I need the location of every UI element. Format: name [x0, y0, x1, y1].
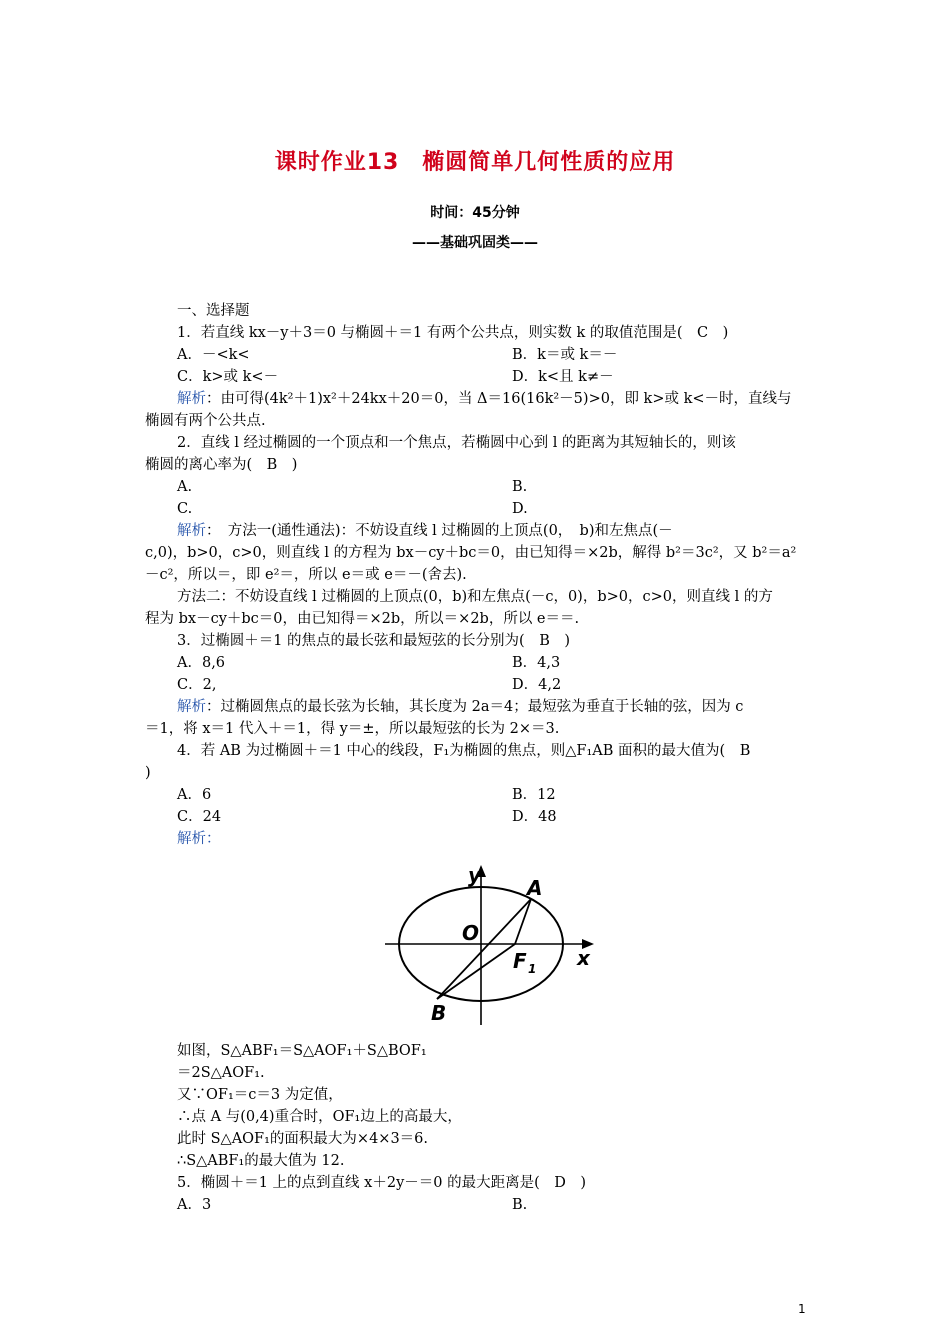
q3-analysis-label: 解析 — [177, 699, 206, 715]
q2-analysis-line-5: 程为 bx－cy＋bc＝0，由已知得＝×2b，所以＝×2b，所以 e＝＝. — [145, 611, 580, 627]
q2-option-a: A. — [177, 479, 193, 495]
q1-options-row-1 — [145, 344, 810, 366]
q4-options-row-2 — [145, 806, 810, 828]
q1-analysis-line-2: 椭圆有两个公共点. — [145, 413, 266, 429]
q4-option-d: D．48 — [512, 809, 557, 825]
q2-stem-line-1: 2．直线 l 经过椭圆的一个顶点和一个焦点，若椭圆中心到 l 的距离为其短轴长的，则该 — [177, 435, 736, 451]
q1-analysis-label: 解析 — [177, 391, 206, 407]
q4-analysis-label: 解析： — [177, 831, 221, 847]
page-title: 课时作业13 椭圆简单几何性质的应用 — [274, 150, 676, 175]
part-heading: 一、选择题 — [177, 303, 250, 319]
q2-analysis-label: 解析 — [177, 523, 206, 539]
q4-option-a: A．6 — [177, 787, 212, 803]
q4-option-b: B．12 — [512, 787, 556, 803]
q4-solution-line-1: 如图，S△ABF₁＝S△AOF₁＋S△BOF₁ — [177, 1043, 427, 1059]
page-number: 1 — [798, 1302, 806, 1316]
segment-bf1 — [437, 944, 515, 999]
q2-stem-line-2: 椭圆的离心率为( B ) — [145, 457, 298, 473]
q4-stem-line-1: 4．若 AB 为过椭圆＋＝1 中心的线段，F₁为椭圆的焦点，则△F₁AB 面积的最大值为( B — [177, 743, 751, 759]
y-axis-label: y — [468, 863, 482, 887]
q4-solution-line-2: ＝2S△AOF₁. — [177, 1065, 265, 1081]
q5-stem: 5．椭圆＋＝1 上的点到直线 x＋2y－＝0 的最大距离是( D ) — [177, 1175, 587, 1191]
focus-subscript: 1 — [528, 962, 537, 976]
q1-analysis-text: ：由可得(4k²＋1)x²＋24kx＋20＝0，当 Δ＝16(16k²－5)>0，即 k>或 k<－时，直线与 — [206, 391, 792, 407]
q4-solution-line-4: ∴点 A 与(0,4)重合时，OF₁边上的高最大， — [177, 1109, 462, 1125]
origin-label: O — [462, 921, 480, 945]
q2-option-c: C. — [177, 501, 193, 517]
q2-analysis-line-1 — [145, 520, 810, 542]
q5-options-row-1 — [145, 1194, 810, 1216]
q2-options-row-1 — [145, 476, 810, 498]
point-b-label: B — [431, 1001, 447, 1025]
point-a-label: A — [527, 876, 543, 900]
q4-options-row-1 — [145, 784, 810, 806]
q1-options-row-2 — [145, 366, 810, 388]
q4-solution-line-6: ∴S△ABF₁的最大值为 12. — [177, 1153, 345, 1169]
q3-option-b: B．4,3 — [512, 655, 561, 671]
x-axis-label: x — [577, 946, 590, 970]
q2-analysis-line-2: c,0)，b>0，c>0，则直线 l 的方程为 bx－cy＋bc＝0，由已知得＝×2b，解得 b²＝3c²，又 b²＝a² — [145, 545, 797, 561]
q3-option-a: A．8,6 — [177, 655, 226, 671]
q3-analysis-text: ：过椭圆焦点的最长弦为长轴，其长度为 2a＝4；最短弦为垂直于长轴的弦，因为 c — [206, 699, 744, 715]
q2-options-row-2 — [145, 498, 810, 520]
q3-options-row-2 — [145, 674, 810, 696]
q3-analysis-line-1 — [145, 696, 810, 718]
section-heading: ——基础巩固类—— — [412, 235, 538, 251]
segment-af1 — [515, 899, 531, 944]
time-info: 时间：45分钟 — [430, 205, 520, 221]
q3-option-c: C．2, — [177, 677, 217, 693]
q1-option-b: B．k＝或 k＝－ — [512, 347, 618, 363]
q1-stem: 1．若直线 kx－y＋3＝0 与椭圆＋＝1 有两个公共点，则实数 k 的取值范围是( C ) — [177, 325, 729, 341]
q1-option-a: A．－<k< — [177, 347, 250, 363]
document-body — [145, 300, 810, 1216]
q1-option-c: C．k>或 k<－ — [177, 369, 279, 385]
q4-stem-line-2: ) — [145, 765, 151, 781]
ellipse-diagram — [380, 860, 600, 1032]
q2-analysis-text: ： 方法一(通性通法)：不妨设直线 l 过椭圆的上顶点(0， b)和左焦点(－ — [206, 523, 673, 539]
q3-options-row-1 — [145, 652, 810, 674]
q5-option-a: A．3 — [177, 1197, 212, 1213]
q2-option-b: B. — [512, 479, 528, 495]
q2-analysis-line-4: 方法二：不妨设直线 l 过椭圆的上顶点(0，b)和左焦点(－c，0)，b>0，c>0，则直线 l 的方 — [177, 589, 773, 605]
q3-analysis-line-2: ＝1，将 x＝1 代入＋＝1，得 y＝±，所以最短弦的长为 2×＝3. — [145, 721, 560, 737]
q2-option-d: D. — [512, 501, 528, 517]
q4-option-c: C．24 — [177, 809, 222, 825]
q5-option-b: B. — [512, 1197, 528, 1213]
q3-option-d: D．4,2 — [512, 677, 562, 693]
q1-analysis-line-1 — [145, 388, 810, 410]
q1-option-d: D．k<且 k≠－ — [512, 369, 614, 385]
q4-solution-line-3: 又∵OF₁＝c＝3 为定值， — [177, 1087, 343, 1103]
q4-solution-line-5: 此时 S△AOF₁的面积最大为×4×3＝6. — [177, 1131, 429, 1147]
focus-label: F — [513, 949, 527, 973]
q3-stem: 3．过椭圆＋＝1 的焦点的最长弦和最短弦的长分别为( B ) — [177, 633, 571, 649]
q2-analysis-line-3: －c²，所以＝，即 e²＝，所以 e＝或 e＝－(舍去). — [145, 567, 467, 583]
